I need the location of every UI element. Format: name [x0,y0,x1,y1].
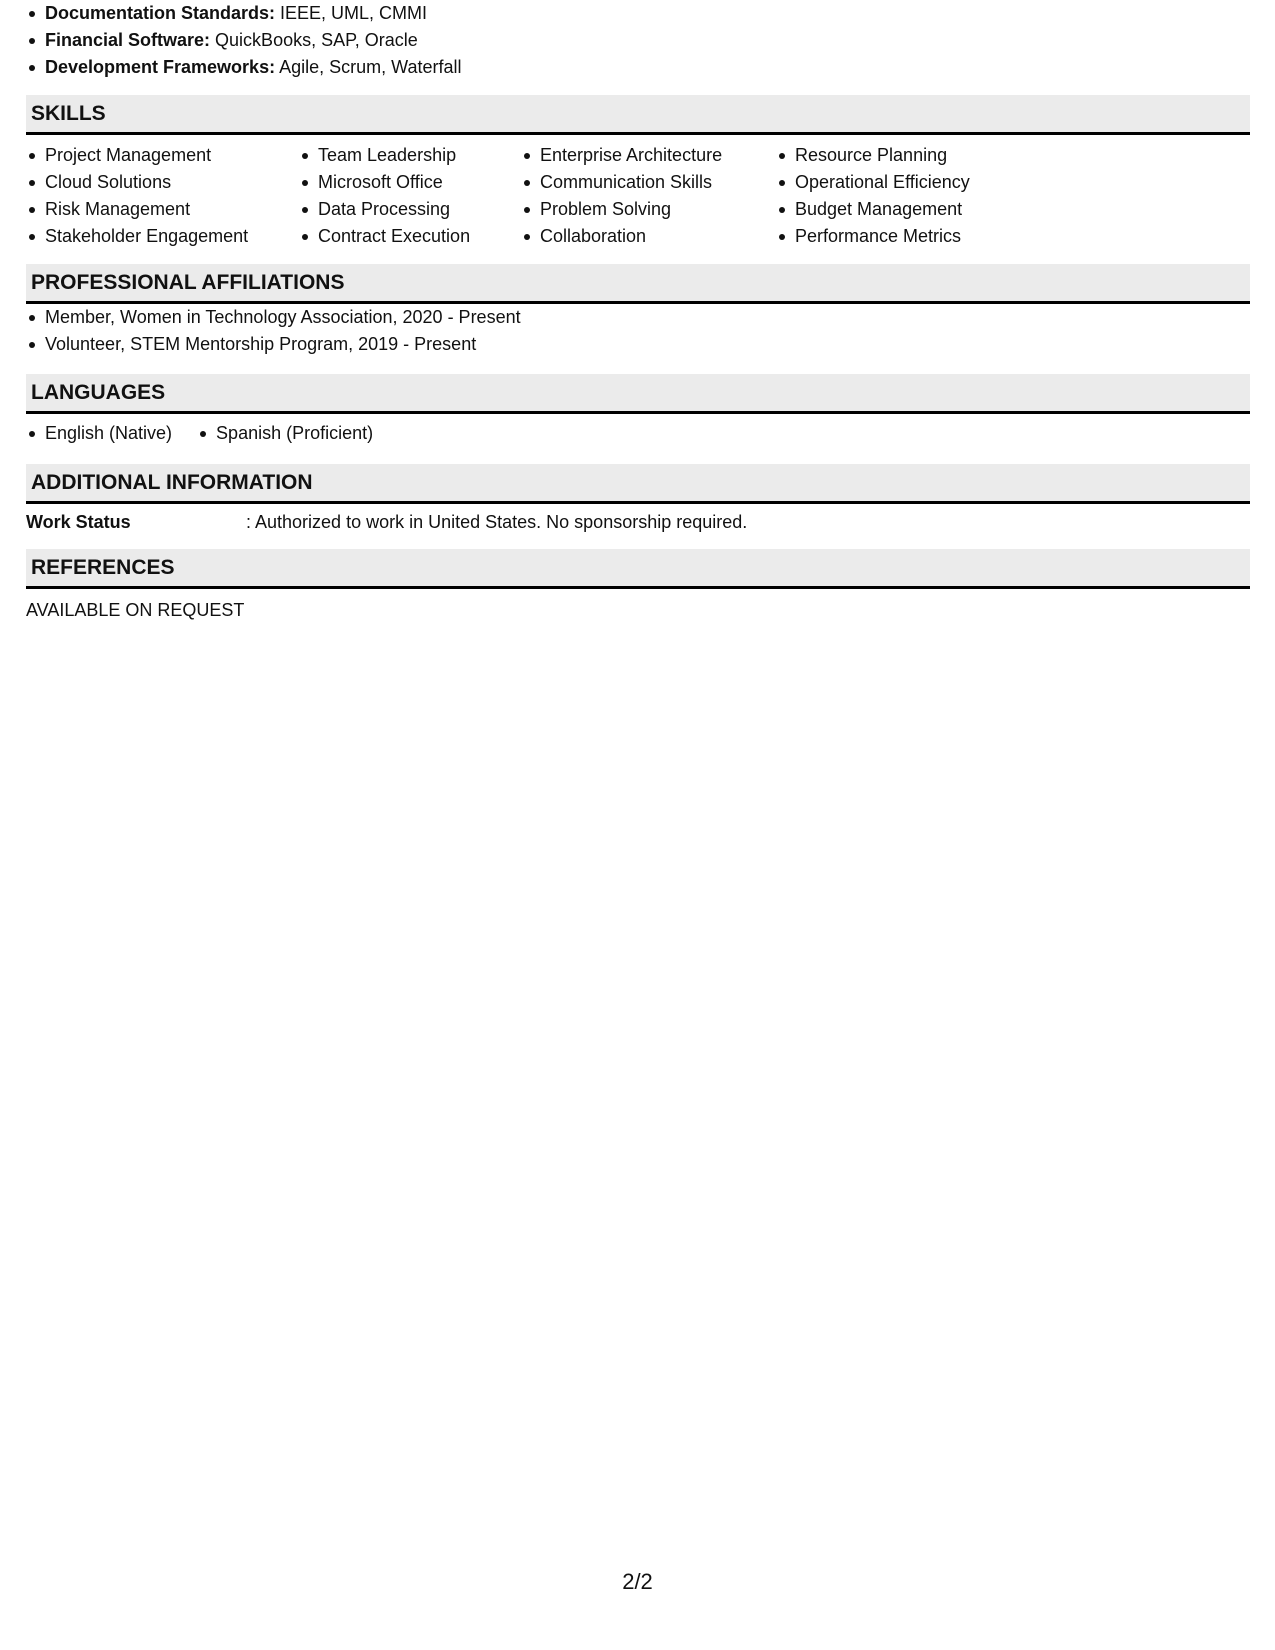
technical-tools-list [26,0,1250,81]
tool-category-label: Financial Software: [45,30,211,50]
language-item: English (Native) [45,420,172,447]
skill-item: Operational Efficiency [795,169,1035,196]
skill-item: Problem Solving [540,196,776,223]
additional-info-heading: ADDITIONAL INFORMATION [26,464,1250,504]
skill-item: Cloud Solutions [45,169,299,196]
work-status-label: Work Status [26,512,131,532]
skills-grid [26,142,1250,250]
affiliation-item: Volunteer, STEM Mentorship Program, 2019 - Present [45,331,1250,358]
skill-item: Risk Management [45,196,299,223]
tool-category-value: IEEE, UML, CMMI [275,3,428,23]
skills-column [26,142,299,250]
list-item [45,0,1250,27]
skills-column [521,142,776,250]
languages-list [26,420,1250,447]
work-status-row [26,509,1250,535]
language-entry [26,420,172,447]
page-number: 2/2 [622,1569,653,1594]
tool-category-label: Documentation Standards: [45,3,276,23]
skill-item: Data Processing [318,196,521,223]
skills-heading: SKILLS [26,95,1250,135]
references-heading: REFERENCES [26,549,1250,589]
list-item [45,54,1250,81]
affiliation-item: Member, Women in Technology Association, 2020 - Present [45,304,1250,331]
tool-category-value: QuickBooks, SAP, Oracle [210,30,418,50]
skills-column [299,142,521,250]
tool-category-label: Development Frameworks: [45,57,276,77]
skill-item: Project Management [45,142,299,169]
skill-item: Enterprise Architecture [540,142,776,169]
skill-item: Budget Management [795,196,1035,223]
skill-item: Team Leadership [318,142,521,169]
skill-item: Performance Metrics [795,223,1035,250]
affiliations-heading: PROFESSIONAL AFFILIATIONS [26,264,1250,304]
references-text: AVAILABLE ON REQUEST [26,600,245,620]
work-status-value: : Authorized to work in United States. No sponsorship required. [246,512,748,532]
tool-category-value: Agile, Scrum, Waterfall [275,57,462,77]
language-item: Spanish (Proficient) [216,420,373,447]
skill-item: Collaboration [540,223,776,250]
language-entry [197,420,373,447]
skill-item: Contract Execution [318,223,521,250]
affiliations-list [26,304,1250,358]
skills-column [776,142,1035,250]
skill-item: Resource Planning [795,142,1035,169]
languages-heading: LANGUAGES [26,374,1250,414]
skill-item: Stakeholder Engagement [45,223,299,250]
skill-item: Communication Skills [540,169,776,196]
list-item [45,27,1250,54]
skill-item: Microsoft Office [318,169,521,196]
resume-page [26,0,1250,623]
